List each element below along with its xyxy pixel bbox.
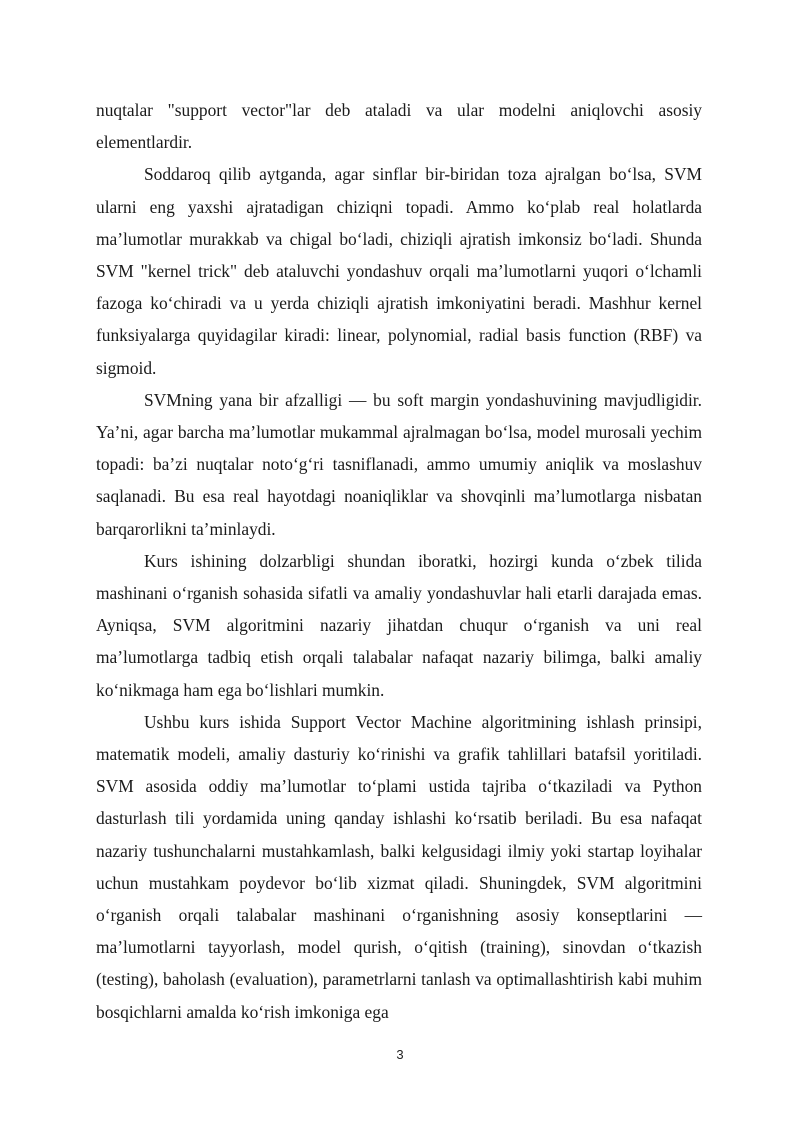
paragraph-3: SVMning yana bir afzalligi — bu soft margin yondashuvining mavjudligidir. Ya’ni, agar barcha ma’lumotlar mukammal ajralmagan bo‘lsa, model murosali yechim topadi: ba’zi nuqtalar noto‘g‘ri tasniflanadi, ammo umumiy aniqlik va moslashuv saqlanadi. Bu esa real hayotdagi noaniqliklar va shovqinli ma’lumotlarga nisbatan barqarorlikni ta’minlaydi. [96, 389, 702, 539]
paragraph-1: nuqtalar "support vector"lar deb ataladi va ular modelni aniqlovchi asosiy elementlardir. [96, 100, 702, 153]
paragraph-4: Kurs ishining dolzarbligi shundan iboratki, hozirgi kunda o‘zbek tilida mashinani o‘rganish sohasida sifatli va amaliy yondashuvlar hali etarli darajada emas. Ayniqsa, SVM algoritmini nazariy jihatdan chuqur o‘rganish va uni real ma’lumotlarga tadbiq etish orqali talabalar nafaqat nazariy bilimga, balki amaliy ko‘nikmaga ham ega bo‘lishlari mumkin. [96, 550, 702, 700]
paragraph-2: Soddaroq qilib aytganda, agar sinflar bir-biridan toza ajralgan bo‘lsa, SVM ularni eng yaxshi ajratadigan chiziqni topadi. Ammo ko‘plab real holatlarda ma’lumotlar murakkab va chigal bo‘ladi, chiziqli ajratish imkonsiz bo‘ladi. Shunda SVM "kernel trick" deb ataluvchi yondashuv orqali ma’lumotlarni yuqori o‘lchamli fazoga ko‘chiradi va u yerda chiziqli ajratish imkoniyatini beradi. Mashhur kernel funksiyalarga quyidagilar kiradi: linear, polynomial, radial basis function (RBF) va sigmoid. [96, 164, 702, 378]
page-number: 3 [396, 1047, 404, 1062]
page-body [96, 94, 702, 1028]
paragraph-5: Ushbu kurs ishida Support Vector Machine algoritmining ishlash prinsipi, matematik modeli, amaliy dasturiy ko‘rinishi va grafik tahlillari batafsil yoritiladi. SVM asosida oddiy ma’lumotlar to‘plami ustida tajriba o‘tkaziladi va Python dasturlash tili yordamida uning qanday ishlashi ko‘rsatib beriladi. Bu esa nafaqat nazariy tushunchalarni mustahkamlash, balki kelgusidagi ilmiy yoki startap loyihalar uchun mustahkam poydevor bo‘lib xizmat qiladi. Shuningdek, SVM algoritmini o‘rganish orqali talabalar mashinani o‘rganishning asosiy konseptlarini — ma’lumotlarni tayyorlash, model qurish, o‘qitish (training), sinovdan o‘tkazish (testing), baholash (evaluation), parametrlarni tanlash va optimallashtirish kabi muhim bosqichlarni amalda ko‘rish imkoniga ega [96, 711, 702, 1022]
